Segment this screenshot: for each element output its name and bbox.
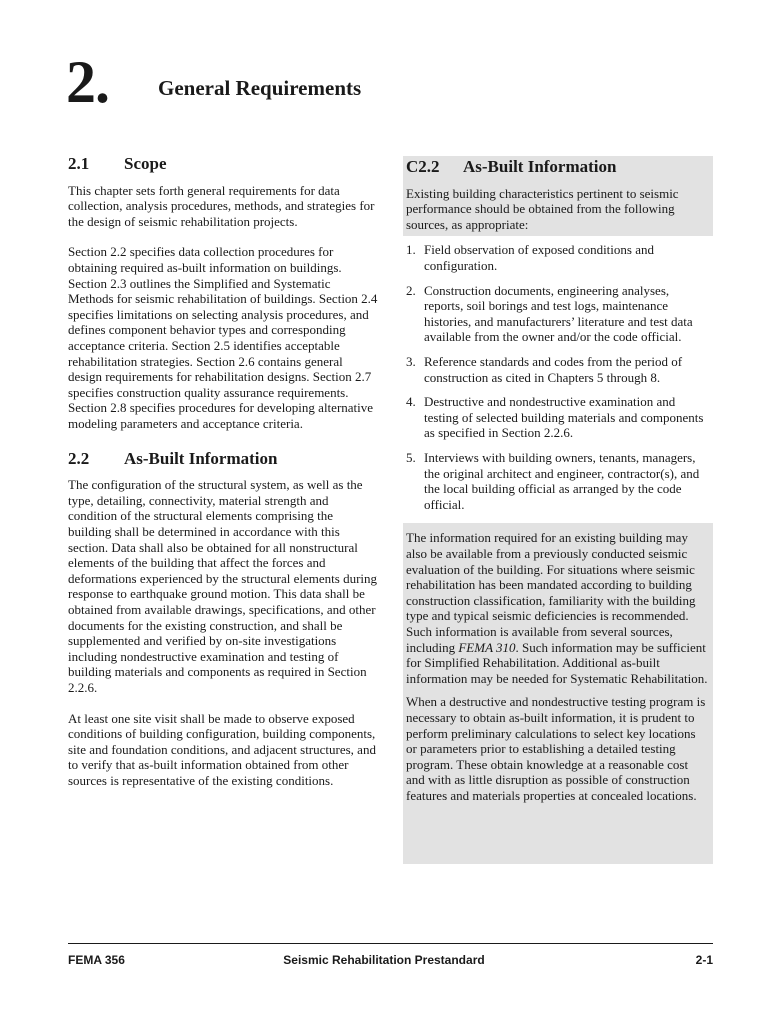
commentary-heading <box>406 158 709 177</box>
section-heading-as-built <box>68 450 378 469</box>
list-item <box>406 242 709 273</box>
footer-rule <box>68 943 713 944</box>
list-marker: 3. <box>406 354 416 370</box>
section-number: 2.1 <box>68 154 90 173</box>
list-item-text: Construction documents, engineering analyses, reports, soil borings and test logs, maintenance histories, and manufacturers’ literature and test data available from the owner and/or the code official. <box>424 282 693 345</box>
sources-list <box>406 242 709 512</box>
list-item <box>406 354 709 385</box>
list-item <box>406 394 709 441</box>
list-marker: 5. <box>406 450 416 465</box>
commentary-title: As-Built Information <box>463 157 617 176</box>
chapter-title: General Requirements <box>158 76 362 100</box>
footer-title: Seismic Rehabilitation Prestandard <box>283 953 485 967</box>
list-item-text: Field observation of exposed conditions and configuration. <box>424 242 654 274</box>
commentary-column <box>403 156 713 864</box>
page-number: 2-1 <box>695 953 713 967</box>
paragraph: Section 2.2 specifies data collection procedures for obtaining required as-built information on buildings. Section 2.3 outlines the Simplified and Systematic Methods for seismic rehabilitation of buildings. Section 2.4 specifies limitations on selecting analysis procedures, and defines component behavior types and corresponding acceptance criteria. Section 2.5 identifies acceptable rehabilitation strategies. Section 2.6 contains general design requirements for rehabilitation designs. Section 2.7 specifies construction quality assurance requirements. Section 2.8 specifies procedures for developing alternative modeling parameters and acceptance criteria. <box>68 244 378 431</box>
main-column <box>68 155 378 804</box>
paragraph-text: . Such information may be sufficient for Simplified Rehabilitation. Additional as-built information may be needed for Systematic Rehabilitation. <box>406 639 708 686</box>
list-marker: 4. <box>406 394 416 410</box>
list-item-text: Destructive and nondestructive examination and testing of selected building materials and components as specified in Section 2.2.6. <box>424 394 704 441</box>
section-title: As-Built Information <box>124 448 278 468</box>
list-item-text: Reference standards and codes from the period of construction as cited in Chapters 5 through 8. <box>424 354 683 385</box>
list-marker: 1. <box>406 242 416 258</box>
section-title: Scope <box>124 154 167 173</box>
list-marker: 2. <box>406 282 416 298</box>
list-item <box>406 283 709 345</box>
list-item <box>406 450 709 512</box>
section-heading-scope <box>68 155 378 174</box>
paragraph: The configuration of the structural system, as well as the type, detailing, connectivity, material strength and condition of the structural elements comprising the building shall be determined in accordance with this section. Data shall also be obtained for all nonstructural elements of the building that affect the forces and deformations experienced by the structural elements during response to earthquake ground motion. This data shall be obtained from available drawings, specifications, and other documents for the existing construction, and shall be supplemented and verified by on-site investigations including nondestructive examination and testing of building materials and components as required in Section 2.2.6. <box>68 477 378 695</box>
list-item-text: Interviews with building owners, tenants, managers, the original architect and engineer, contractor(s), and the local building official as arranged by the code official. <box>424 450 700 512</box>
commentary-intro: Existing building characteristics pertinent to seismic performance should be obtained from the following sources, as appropriate: <box>406 185 679 232</box>
chapter-number: 2. <box>66 49 109 115</box>
sources-list-box <box>403 236 713 523</box>
commentary-paragraph: When a destructive and nondestructive testing program is necessary to obtain as-built information, it is prudent to perform preliminary calculations to select key locations or parameters prior to establishing a detailed testing program. These obtain knowledge at a reasonable cost and with as little disruption as possible of construction features and materials properties at concealed locations. <box>406 694 706 803</box>
paragraph: At least one site visit shall be made to observe exposed conditions of building configuration, building components, site and foundation conditions, and adjacent structures, and to verify that as-built information obtained from other sources is representative of the existing conditions. <box>68 710 376 788</box>
paragraph-text: The information required for an existing building may also be available from a previously conducted seismic evaluation of the building. For situations where seismic rehabilitation has been mandated according to building construction classification, familiarity with the building type and typical seismic deficiencies is recommended. Such information is available from several sources, including <box>406 530 696 655</box>
commentary-number: C2.2 <box>406 157 440 176</box>
paragraph: This chapter sets forth general requirements for data collection, analysis procedures, methods, and strategies for the design of seismic rehabilitation projects. <box>68 182 375 229</box>
section-number: 2.2 <box>68 448 90 468</box>
footer-document-id: FEMA 356 <box>68 953 125 967</box>
commentary-paragraph <box>406 530 709 686</box>
document-reference: FEMA 310 <box>458 639 516 655</box>
